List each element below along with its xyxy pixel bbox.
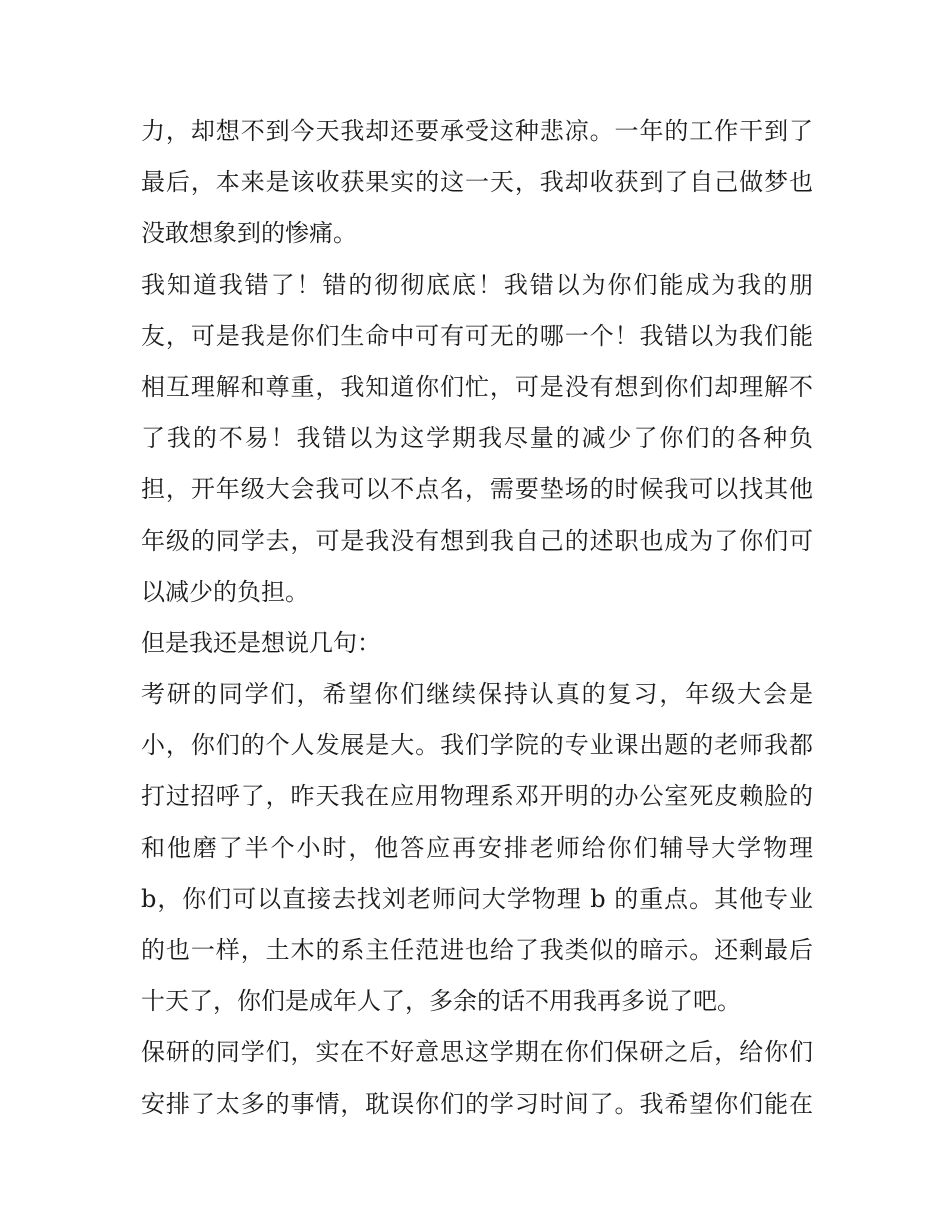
text-line: 最后，本来是该收获果实的这一天，我却收获到了自己做梦也: [141, 168, 813, 197]
text-line: 保研的同学们，实在不好意思这学期在你们保研之后，给你们: [141, 1038, 813, 1067]
document-body: [141, 106, 813, 1130]
text-line: 相互理解和尊重，我知道你们忙，可是没有想到你们却理解不: [141, 372, 813, 401]
text-line: 友，可是我是你们生命中可有可无的哪一个！我错以为我们能: [141, 321, 813, 350]
paragraph: [141, 106, 813, 260]
paragraph: [141, 618, 813, 669]
text-line: 十天了，你们是成年人了，多余的话不用我再多说了吧。: [141, 987, 741, 1016]
text-line: 没敢想象到的惨痛。: [141, 219, 357, 248]
paragraph: [141, 260, 813, 618]
paragraph: [141, 1027, 813, 1129]
paragraph: [141, 669, 813, 1027]
text-line: 年级的同学去，可是我没有想到我自己的述职也成为了你们可: [141, 526, 813, 555]
text-line: b，你们可以直接去找刘老师问大学物理 b 的重点。其他专业: [141, 884, 813, 913]
text-line: 小，你们的个人发展是大。我们学院的专业课出题的老师我都: [141, 731, 813, 760]
text-line: 和他磨了半个小时，他答应再安排老师给你们辅导大学物理: [141, 833, 813, 862]
text-line: 担，开年级大会我可以不点名，需要垫场的时候我可以找其他: [141, 475, 813, 504]
text-line: 打过招呼了，昨天我在应用物理系邓开明的办公室死皮赖脸的: [141, 782, 813, 811]
text-line: 我知道我错了！错的彻彻底底！我错以为你们能成为我的朋: [141, 270, 813, 299]
text-line: 但是我还是想说几句：: [141, 628, 381, 657]
text-line: 了我的不易！我错以为这学期我尽量的减少了你们的各种负: [141, 424, 813, 453]
text-line: 以减少的负担。: [141, 577, 309, 606]
text-line: 力，却想不到今天我却还要承受这种悲凉。一年的工作干到了: [141, 117, 813, 145]
text-line: 的也一样，土木的系主任范进也给了我类似的暗示。还剩最后: [141, 936, 813, 964]
text-line: 安排了太多的事情，耽误你们的学习时间了。我希望你们能在: [141, 1089, 813, 1118]
text-line: 考研的同学们，希望你们继续保持认真的复习，年级大会是: [141, 680, 813, 709]
